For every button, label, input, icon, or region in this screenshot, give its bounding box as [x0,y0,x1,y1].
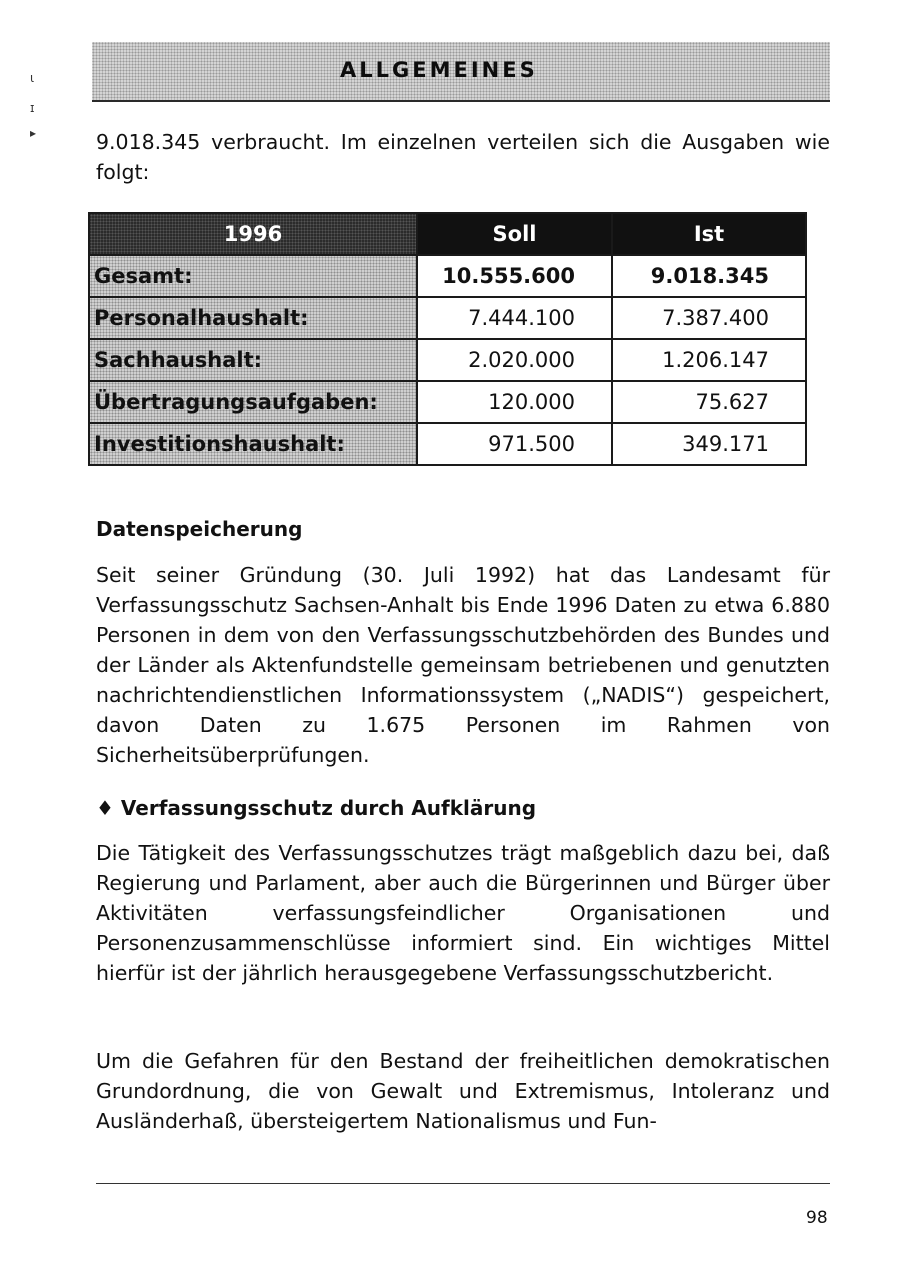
section-heading-aufklaerung [96,796,536,820]
table-row [89,339,806,381]
soll-value: 10.555.600 [417,255,612,297]
table-header-ist: Ist [612,213,806,255]
table-row [89,297,806,339]
ist-value: 9.018.345 [612,255,806,297]
table-row [89,423,806,465]
section-heading-datenspeicherung: Datenspeicherung [96,517,303,541]
ist-value: 75.627 [612,381,806,423]
footer-divider [96,1183,830,1184]
paragraph-aufklaerung-2: Um die Gefahren für den Bestand der freiheitlichen demokratischen Grundordnung, die von Gewalt und Extremismus, Intoleranz und Ausländerhaß, übersteigertem Nationalismus und Fun- [96,1049,830,1133]
table-header-year: 1996 [89,213,417,255]
ist-value: 7.387.400 [612,297,806,339]
margin-mark: ɩ [30,71,35,85]
row-label: Sachhaushalt: [89,339,417,381]
table-row [89,381,806,423]
diamond-bullet-icon: ♦ [96,796,114,820]
row-label: Gesamt: [89,255,417,297]
page-number: 98 [806,1208,828,1228]
row-label: Investitionshaushalt: [89,423,417,465]
table-header-soll: Soll [417,213,612,255]
row-label: Übertragungsaufgaben: [89,381,417,423]
margin-mark: ɪ [30,101,35,115]
budget-table [88,212,807,466]
table-header-row [89,213,806,255]
intro-paragraph: 9.018.345 verbraucht. Im einzelnen verteilen sich die Ausgaben wie folgt: [96,130,830,184]
page-header-title: ALLGEMEINES [340,58,538,82]
soll-value: 2.020.000 [417,339,612,381]
row-label: Personalhaushalt: [89,297,417,339]
paragraph-datenspeicherung: Seit seiner Gründung (30. Juli 1992) hat das Landesamt für Verfassungsschutz Sachsen-Anhalt bis Ende 1996 Daten zu etwa 6.880 Personen in dem von den Verfassungsschutzbehörden des Bundes und der Länder als Aktenfundstelle gemeinsam betriebenen und genutzten nachrichtendienstlichen Informationssystem („NADIS“) gespeichert, davon Daten zu 1.675 Personen im Rahmen von Sicherheitsüberprüfungen. [96,563,830,767]
ist-value: 1.206.147 [612,339,806,381]
section-heading-text: Verfassungsschutz durch Aufklärung [120,796,537,820]
ist-value: 349.171 [612,423,806,465]
paragraph-aufklaerung-1: Die Tätigkeit des Verfassungsschutzes trägt maßgeblich dazu bei, daß Regierung und Parlament, aber auch die Bürgerinnen und Bürger über Aktivitäten verfassungsfeindlicher Organisationen und Personenzusammenschlüsse informiert sind. Ein wichtiges Mittel hierfür ist der jährlich herausgegebene Verfassungsschutzbericht. [96,841,830,985]
table-row [89,255,806,297]
soll-value: 120.000 [417,381,612,423]
soll-value: 7.444.100 [417,297,612,339]
soll-value: 971.500 [417,423,612,465]
margin-mark: ▸ [30,126,37,140]
